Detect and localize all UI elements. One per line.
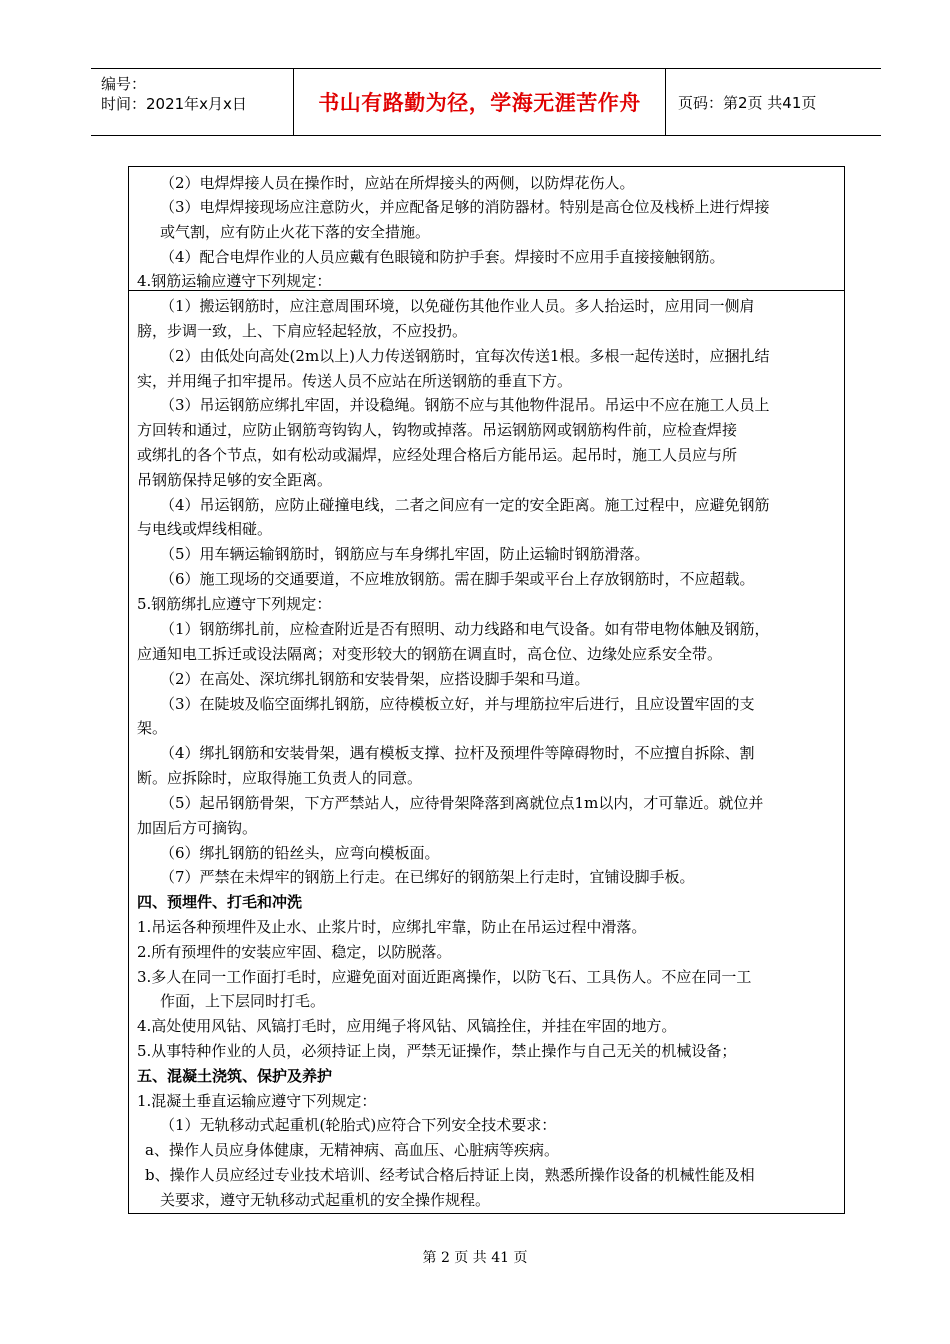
text-line: a、操作人员应身体健康，无精神病、高血压、心脏病等疾病。 [145, 1141, 559, 1159]
text-line: 4.钢筋运输应遵守下列规定： [137, 272, 332, 290]
text-line: （3）电焊焊接现场应注意防火，并应配备足够的消防器材。特别是高仓位及栈桥上进行焊接 [160, 198, 770, 216]
time-label: 时间：2021年x月x日 [101, 95, 247, 113]
text-line: （1）搬运钢筋时，应注意周围环境，以免碰伤其他作业人员。多人抬运时，应用同一侧肩 [160, 297, 755, 315]
text-line: （4）吊运钢筋，应防止碰撞电线，二者之间应有一定的安全距离。施工过程中，应避免钢筋 [160, 496, 770, 514]
text-line: 或气割，应有防止火花下落的安全措施。 [160, 223, 431, 241]
text-line: 断。应拆除时，应取得施工负责人的同意。 [137, 769, 423, 787]
text-line: （7）严禁在未焊牢的钢筋上行走。在已绑好的钢筋架上行走时，宜铺设脚手板。 [160, 868, 695, 886]
content-table [128, 166, 845, 1214]
page-number-label: 页码：第2页 共41页 [678, 93, 817, 112]
header-motto-cell [294, 69, 666, 135]
text-line: （1）无轨移动式起重机(轮胎式)应符合下列安全技术要求： [160, 1116, 557, 1134]
text-line: 2.所有预埋件的安装应牢固、稳定，以防脱落。 [137, 943, 452, 961]
section-heading: 四、预埋件、打毛和冲洗 [137, 893, 303, 911]
text-line: 与电线或焊线相碰。 [137, 520, 273, 538]
text-line: （5）起吊钢筋骨架，下方严禁站人，应待骨架降落到离就位点1m以内，才可靠近。就位并 [160, 794, 764, 812]
text-line: （4）绑扎钢筋和安装骨架，遇有模板支撑、拉杆及预埋件等障碍物时，不应擅自拆除、割 [160, 744, 755, 762]
text-line: 实，并用绳子扣牢提吊。传送人员不应站在所送钢筋的垂直下方。 [137, 372, 573, 390]
page-header [91, 68, 881, 136]
text-line: 5.从事特种作业的人员，必须持证上岗，严禁无证操作，禁止操作与自己无关的机械设备； [137, 1042, 737, 1060]
code-label: 编号： [101, 75, 147, 93]
text-line: （2）由低处向高处(2m以上)人力传送钢筋时，宜每次传送1根。多根一起传送时，应捆扎结 [160, 347, 770, 365]
text-line: （6）施工现场的交通要道，不应堆放钢筋。需在脚手架或平台上存放钢筋时，不应超载。 [160, 570, 755, 588]
page-footer: 第 2 页 共 41 页 [422, 1250, 528, 1266]
text-line: 3.多人在同一工作面打毛时，应避免面对面近距离操作，以防飞石、工具伤人。不应在同一工 [137, 968, 752, 986]
header-info [91, 69, 294, 135]
text-line: 作面，上下层同时打毛。 [160, 992, 326, 1010]
text-line: 5.钢筋绑扎应遵守下列规定： [137, 595, 332, 613]
text-line: 1.混凝土垂直运输应遵守下列规定： [137, 1092, 377, 1110]
text-line: （2）电焊焊接人员在操作时，应站在所焊接头的两侧，以防焊花伤人。 [160, 174, 635, 192]
text-line: 关要求，遵守无轨移动式起重机的安全操作规程。 [160, 1191, 491, 1209]
text-line: （3）在陡坡及临空面绑扎钢筋，应待模板立好，并与埋筋拉牢后进行，且应设置牢固的支 [160, 695, 755, 713]
text-line: 架。 [137, 719, 168, 737]
text-line: （5）用车辆运输钢筋时，钢筋应与车身绑扎牢固，防止运输时钢筋滑落。 [160, 545, 650, 563]
text-line: b、操作人员应经过专业技术培训、经考试合格后持证上岗，熟悉所操作设备的机械性能及相 [145, 1166, 755, 1184]
text-line: （6）绑扎钢筋的铅丝头，应弯向模板面。 [160, 844, 440, 862]
text-line: （2）在高处、深坑绑扎钢筋和安装骨架，应搭设脚手架和马道。 [160, 670, 590, 688]
text-line: 加固后方可摘钩。 [137, 819, 258, 837]
text-line: 1.吊运各种预埋件及止水、止浆片时，应绑扎牢靠，防止在吊运过程中滑落。 [137, 918, 647, 936]
header-page-cell [666, 69, 881, 135]
text-line: 膀，步调一致，上、下肩应轻起轻放，不应投扔。 [137, 322, 468, 340]
text-line: 吊钢筋保持足够的安全距离。 [137, 471, 333, 489]
motto-text: 书山有路勤为径，学海无涯苦作舟 [318, 91, 641, 115]
text-line: 4.高处使用风钻、风镐打毛时，应用绳子将风钻、风镐拴住，并挂在牢固的地方。 [137, 1017, 677, 1035]
text-line: 应通知电工拆迁或设法隔离；对变形较大的钢筋在调直时，高仓位、边缘处应系安全带。 [137, 645, 723, 663]
text-line: （4）配合电焊作业的人员应戴有色眼镜和防护手套。焊接时不应用手直接接触钢筋。 [160, 248, 725, 266]
section-heading: 五、混凝土浇筑、保护及养护 [137, 1067, 333, 1085]
text-line: 方回转和通过，应防止钢筋弯钩钩人，钩物或掉落。吊运钢筋网或钢筋构件前，应检查焊接 [137, 421, 738, 439]
text-line: （3）吊运钢筋应绑扎牢固，并设稳绳。钢筋不应与其他物件混吊。吊运中不应在施工人员上 [160, 396, 770, 414]
text-line: 或绑扎的各个节点，如有松动或漏焊，应经处理合格后方能吊运。起吊时，施工人员应与所 [137, 446, 738, 464]
text-line: （1）钢筋绑扎前，应检查附近是否有照明、动力线路和电气设备。如有带电物体触及钢筋， [160, 620, 770, 638]
